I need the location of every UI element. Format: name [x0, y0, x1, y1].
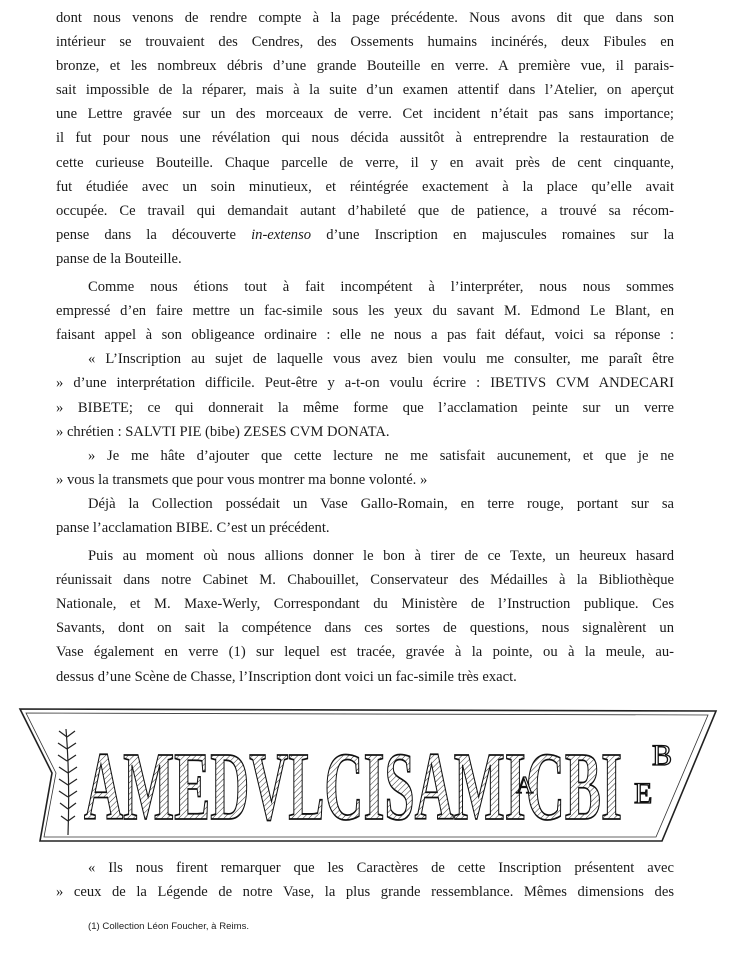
text-line: dont nous venons de rendre compte à la page précédente. Nous avons dit que dans son — [56, 10, 674, 26]
paragraph-chabouillet — [56, 544, 674, 689]
paragraph-le-blant — [56, 275, 674, 347]
paragraph-vase-bibe — [56, 492, 674, 540]
text-line: panse l’acclamation BIBE. C’est un précédent. — [56, 519, 330, 536]
italic-term: in-extenso — [251, 226, 312, 243]
text-line: « Ils nous firent remarquer que les Caractères de cette Inscription présentent avec — [88, 860, 674, 876]
text-line: Savants, dont on sait la compétence dans ces sortes de questions, nous signalèrent un — [56, 620, 674, 637]
text-line: occupée. Ce travail qui demandait autant d’habileté que de patience, a trouvé sa récom- — [56, 202, 674, 219]
quote-le-blant-reply — [56, 347, 674, 443]
text-line: » vous la transmets que pour vous montrer ma bonne volonté. » — [56, 471, 428, 488]
text-line: Puis au moment où nous allions donner le bon à tirer de ce Texte, un heureux hasard — [88, 548, 674, 565]
text-line: réunissait dans notre Cabinet M. Chabouillet, Conservateur des Médailles à la Bibliothèque — [56, 572, 674, 589]
text-line: » BIBETE; ce qui donnerait la même forme que l’acclamation peinte sur un verre — [56, 399, 674, 416]
text-line: Nationale, et M. Maxe-Werly, Correspondant du Ministère de l’Instruction publique. Ces — [56, 596, 674, 613]
inscription-main-letters: AMEDVLCISAMICBI — [84, 733, 622, 841]
inscription-side-e: E — [634, 777, 653, 810]
text-line: panse de la Bouteille. — [56, 250, 182, 267]
text-line: Vase également en verre (1) sur lequel est tracée, gravée à la pointe, ou à la meule, au- — [56, 644, 674, 661]
text-fragment: d’une Inscription en majuscules romaines sur la — [311, 226, 674, 243]
text-line: sait impossible de la réparer, mais à la suite d’un examen attentif dans l’Atelier, on aperçut — [56, 82, 674, 99]
text-line: empressé d’en faire mettre un fac-simile sous les yeux du savant M. Edmond Le Blant, en — [56, 303, 674, 320]
palm-branch-icon — [58, 729, 77, 835]
text-line: » chrétien : SALVTI PIE (bibe) ZESES CVM DONATA. — [56, 423, 390, 440]
text-line: » d’une interprétation difficile. Peut-être y a-t-on voulu écrire : IBETIVS CVM ANDECARI — [56, 375, 674, 392]
page-body — [56, 6, 674, 689]
text-line: » Je me hâte d’ajouter que cette lecture ne me satisfait aucunement, et que je ne — [88, 447, 674, 464]
text-line: il fut pour nous une révélation qui nous décida aussitôt à entreprendre la restauration de — [56, 130, 674, 147]
text-line: Comme nous étions tout à fait incompétent à l’interpréter, nous nous sommes — [88, 279, 674, 296]
page-body-continued — [56, 856, 674, 904]
text-line: Déjà la Collection possédait un Vase Gallo-Romain, en terre rouge, portant sur sa — [88, 495, 674, 512]
text-line: bronze, et les nombreux débris d’une grande Bouteille en verre. A première vue, il parais- — [56, 58, 674, 75]
text-line: « L’Inscription au sujet de laquelle vous avez bien voulu me consulter, me paraît être — [88, 351, 674, 368]
text-line: intérieur se trouvaient des Cendres, des Ossements humains incinérés, deux Fibules en — [56, 34, 674, 51]
text-line: fut étudiée avec un soin minutieux, et réintégrée exactement à la place qu’elle avait — [56, 178, 674, 195]
inscription-side-b: B — [652, 739, 673, 772]
text-line: cette curieuse Bouteille. Chaque parcelle de verre, il y en avait près de cent cinquante, — [56, 154, 674, 171]
text-line: une Lettre gravée sur un des morceaux de verre. Cet incident n’était pas sans importance; — [56, 106, 674, 123]
text-line-with-italic — [56, 223, 674, 247]
quote-le-blant-addendum — [56, 444, 674, 492]
text-line: dessus d’une Scène de Chasse, l’Inscription dont voici un fac-simile très exact. — [56, 668, 517, 685]
paragraph-resemblance — [56, 856, 674, 904]
footnote: (1) Collection Léon Foucher, à Reims. — [88, 921, 250, 932]
text-fragment: pense dans la découverte — [56, 226, 252, 243]
text-line: » ceux de la Légende de notre Vase, la plus grande ressemblance. Mêmes dimensions des — [56, 884, 674, 901]
paragraph-bottle-restoration — [56, 6, 674, 271]
inscription-facsimile — [18, 707, 718, 845]
text-line: faisant appel à son obligeance ordinaire : elle ne nous a pas fait défaut, voici sa réponse : — [56, 327, 674, 344]
inscription-small-a: A — [516, 773, 534, 799]
